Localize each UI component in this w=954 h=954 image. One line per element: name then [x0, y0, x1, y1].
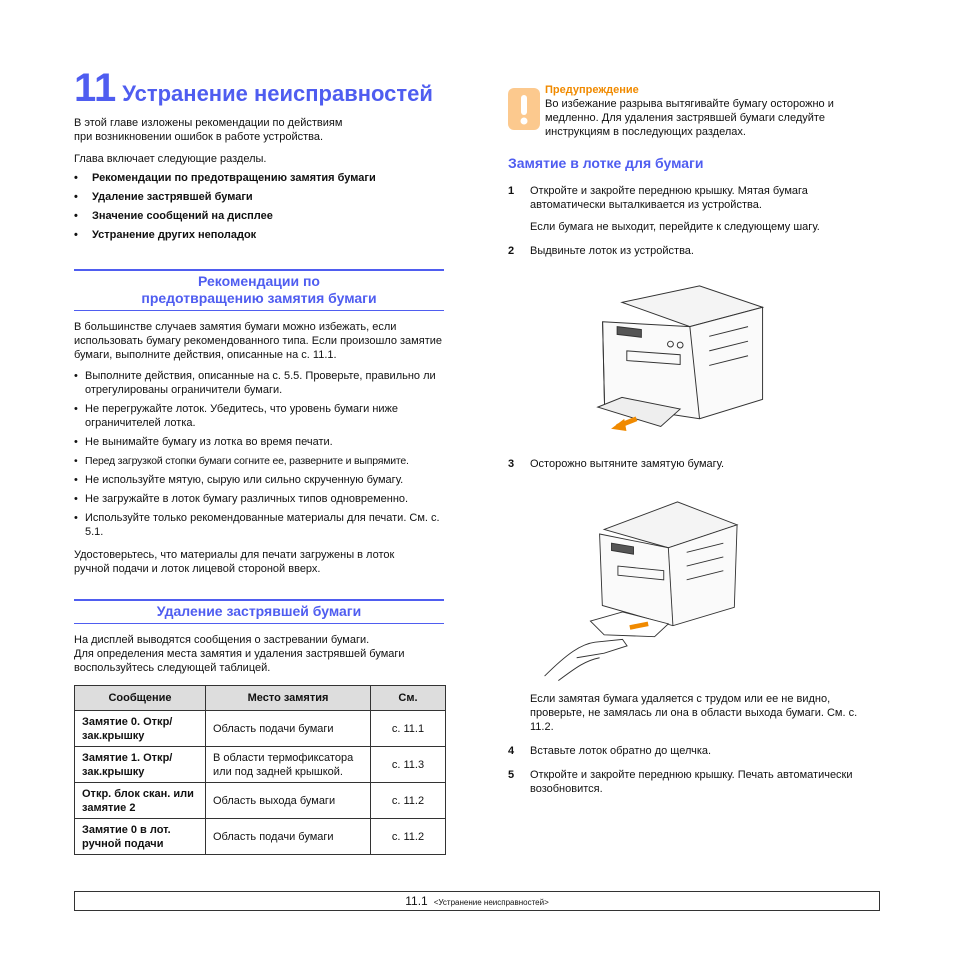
message-cell: Замятие 0. Откр/зак.крышку [75, 711, 206, 747]
toc-list [74, 171, 454, 242]
chapter-number: 11 [74, 66, 117, 110]
location-cell: Область выхода бумаги [206, 783, 371, 819]
column-header: Сообщение [75, 686, 206, 711]
removal-intro [74, 633, 446, 675]
bullet-item: • Не перегружайте лоток. Убедитесь, что уровень бумаги ниже ограничителей лотка. [74, 402, 446, 430]
step-2 [508, 244, 870, 258]
step-number: 1 [508, 185, 515, 197]
step-text: Откройте и закройте переднюю крышку. Мятая бумага автоматически выталкивается из устройства. [530, 185, 808, 211]
step-text: Откройте и закройте переднюю крышку. Печать автоматически возобновится. [530, 769, 853, 795]
heading-line: Удаление застрявшей бумаги [156, 603, 362, 619]
paper-removal-illustration [540, 494, 760, 684]
prevention-bullets [74, 369, 446, 539]
table-row [75, 783, 446, 819]
step-number: 5 [508, 769, 515, 781]
chapter-heading [74, 66, 433, 110]
heading-line: предотвращению замятия бумаги [141, 290, 377, 306]
section-heading-prevention [74, 269, 444, 311]
location-cell: Область подачи бумаги [206, 711, 371, 747]
table-row [75, 711, 446, 747]
step-note: Если бумага не выходит, перейдите к следующему шагу. [530, 221, 820, 233]
reference-cell[interactable]: с. 11.3 [371, 747, 446, 783]
bullet-item: • Выполните действия, описанные на с. 5.5. Проверьте, правильно ли отрегулированы ограничители бумаги. [74, 369, 446, 397]
page-footer [74, 891, 880, 911]
location-cell: В области термофиксатора или под задней крышкой. [206, 747, 371, 783]
warning-box [545, 83, 865, 139]
step-text: Вставьте лоток обратно до щелчка. [530, 745, 712, 757]
column-header: См. [371, 686, 446, 711]
prevention-body [74, 320, 446, 576]
reference-cell[interactable]: с. 11.2 [371, 819, 446, 855]
table-header-row [75, 686, 446, 711]
section-heading-tray-jam: Замятие в лотке для бумаги [508, 155, 704, 171]
bullet-item: • Не используйте мятую, сырую или сильно скрученную бумагу. [74, 473, 446, 487]
section-heading-removal [74, 599, 444, 624]
includes-label: Глава включает следующие разделы. [74, 153, 267, 165]
heading-line: Рекомендации по [198, 273, 320, 289]
intro-line: В этой главе изложены рекомендации по действиям [74, 117, 343, 129]
step-4 [508, 744, 870, 758]
message-cell: Откр. блок скан. или замятие 2 [75, 783, 206, 819]
step-text: Выдвиньте лоток из устройства. [530, 245, 694, 257]
step-3-note: Если замятая бумага удаляется с трудом или ее не видно, проверьте, не замялась ли она в области выхода бумаги. См. с. 11.2. [530, 693, 858, 733]
removal-intro-line: На дисплей выводятся сообщения о застревании бумаги. [74, 634, 370, 646]
intro-line: при возникновении ошибок в работе устройства. [74, 131, 324, 143]
column-header: Место замятия [206, 686, 371, 711]
footer-chapter: <Устранение неисправностей> [433, 898, 549, 907]
toc-item[interactable]: • Значение сообщений на дисплее [74, 209, 454, 223]
left-column [74, 116, 454, 247]
toc-item[interactable]: • Удаление застрявшей бумаги [74, 190, 454, 204]
step-3 [508, 457, 870, 471]
step-number: 2 [508, 245, 515, 257]
step-number: 4 [508, 745, 515, 757]
printer-tray-illustration [590, 283, 780, 443]
warning-title: Предупреждение [545, 84, 639, 96]
chapter-title: Устранение неисправностей [122, 81, 433, 106]
reference-cell[interactable]: с. 11.1 [371, 711, 446, 747]
prevention-outro: Удостоверьтесь, что материалы для печати загружены в лоток ручной подачи и лоток лицевой стороной вверх. [74, 549, 395, 575]
warning-icon [508, 88, 540, 130]
message-cell: Замятие 0 в лот. ручной подачи [75, 819, 206, 855]
reference-cell[interactable]: с. 11.2 [371, 783, 446, 819]
location-cell: Область подачи бумаги [206, 819, 371, 855]
table-row [75, 747, 446, 783]
bullet-item: • Не вынимайте бумагу из лотка во время печати. [74, 435, 446, 449]
page-number: 11.1 [405, 894, 428, 908]
step-5 [508, 768, 900, 796]
bullet-item: • Перед загрузкой стопки бумаги согните ее, разверните и выпрямите. [74, 454, 446, 468]
toc-item[interactable]: • Устранение других неполадок [74, 228, 454, 242]
jam-messages-table [74, 685, 446, 855]
bullet-item: • Не загружайте в лоток бумагу различных типов одновременно. [74, 492, 446, 506]
warning-text: Во избежание разрыва вытягивайте бумагу осторожно и медленно. Для удаления застрявшей бумаги следуйте инструкциям в последующих разделах. [545, 98, 834, 138]
removal-intro-line: Для определения места замятия и удаления застрявшей бумаги воспользуйтесь следующей таблицей. [74, 648, 405, 674]
toc-item[interactable]: • Рекомендации по предотвращению замятия бумаги [74, 171, 454, 185]
message-cell: Замятие 1. Откр/зак.крышку [75, 747, 206, 783]
step-1 [508, 184, 870, 234]
step-text: Осторожно вытяните замятую бумагу. [530, 458, 725, 470]
table-row [75, 819, 446, 855]
step-number: 3 [508, 458, 515, 470]
bullet-item: • Используйте только рекомендованные материалы для печати. См. с. 5.1. [74, 511, 446, 539]
prevention-intro: В большинстве случаев замятия бумаги можно избежать, если использовать бумагу рекомендованного типа. Если произошло замятие бумаги, выполните действия, описанные на с. 11.1. [74, 321, 442, 361]
